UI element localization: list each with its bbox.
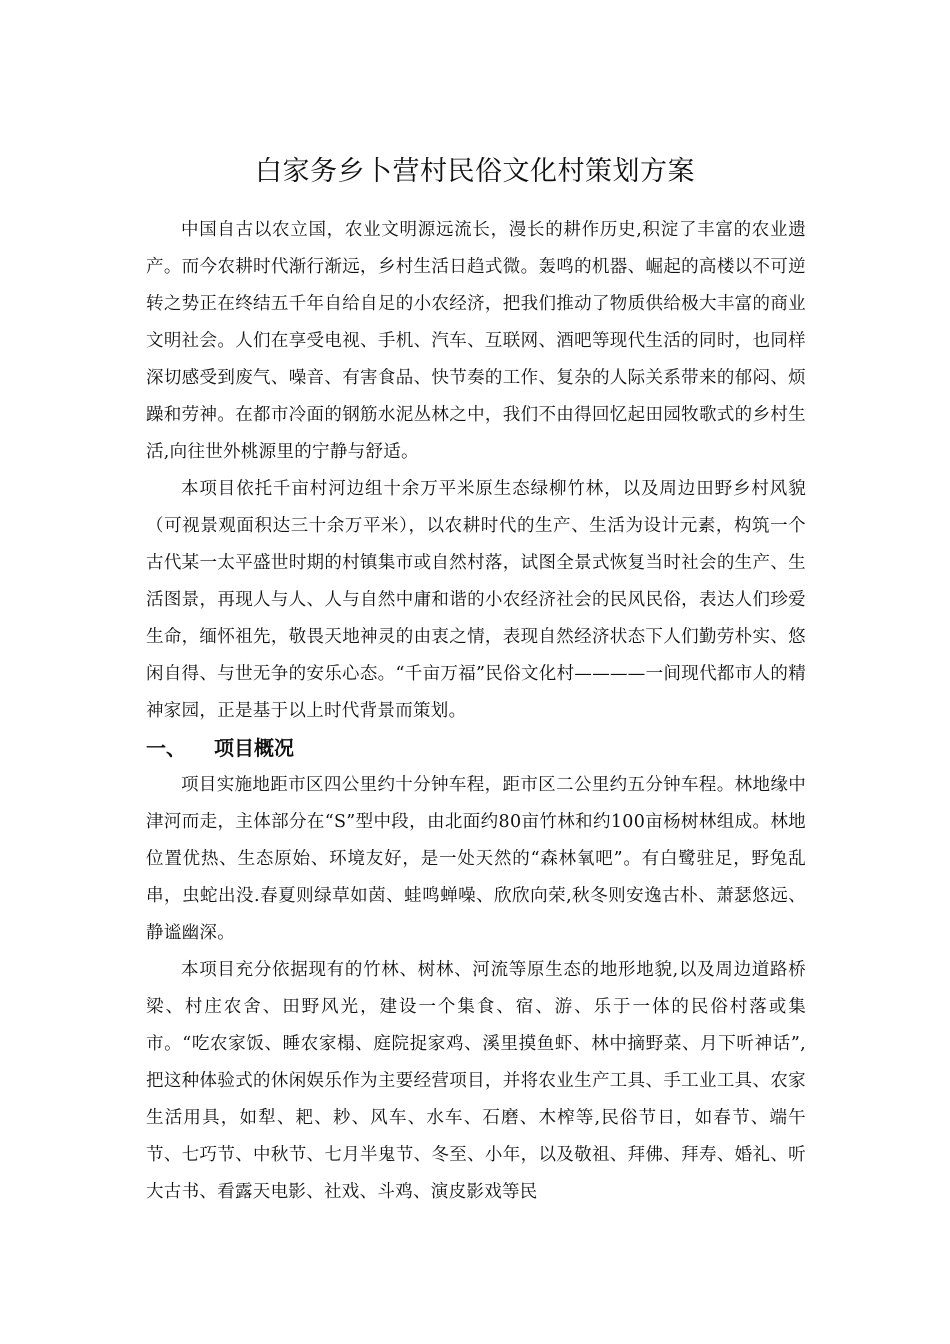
section-title: 项目概况 (214, 736, 294, 760)
section-heading (146, 730, 806, 767)
document-body (146, 212, 806, 1211)
section-number: 一、 (146, 736, 186, 760)
intro-paragraph-2: 本项目依托千亩村河边组十余万平米原生态绿柳竹林，以及周边田野乡村风貌（可视景观面积达三十余万平米），以农耕时代的生产、生活为设计元素，构筑一个古代某一太平盛世时期的村镇集市或自然村落，试图全景式恢复当时社会的生产、生活图景，再现人与人、人与自然中庸和谐的小农经济社会的民风民俗，表达人们珍爱生命，缅怀祖先，敬畏天地神灵的由衷之情，表现自然经济状态下人们勤劳朴实、悠闲自得、与世无争的安乐心态。“千亩万福”民俗文化村————一间现代都市人的精神家园，正是基于以上时代背景而策划。 (146, 479, 806, 721)
intro-paragraph-1: 中国自古以农立国，农业文明源远流长，漫长的耕作历史,积淀了丰富的农业遗产。而今农耕时代渐行渐远，乡村生活日趋式微。轰鸣的机器、崛起的高楼以不可逆转之势正在终结五千年自给自足的小农经济，把我们推动了物质供给极大丰富的商业文明社会。人们在享受电视、手机、汽车、互联网、酒吧等现代生活的同时，也同样深切感受到废气、噪音、有害食品、快节奏的工作、复杂的人际关系带来的郁闷、烦躁和劳神。在都市冷面的钢筋水泥丛林之中，我们不由得回忆起田园牧歌式的乡村生活,向往世外桃源里的宁静与舒适。 (146, 220, 806, 462)
section-paragraph-2: 本项目充分依据现有的竹林、树林、河流等原生态的地形地貌,以及周边道路桥梁、村庄农舍、田野风光，建设一个集食、宿、游、乐于一体的民俗村落或集市。“吃农家饭、睡农家榻、庭院捉家鸡、溪里摸鱼虾、林中摘野菜、月下听神话”,把这种体验式的休闲娱乐作为主要经营项目，并将农业生产工具、手工业工具、农家生活用具，如犁、耙、耖、风车、水车、石磨、木榨等,民俗节日，如春节、端午节、七巧节、中秋节、七月半鬼节、冬至、小年，以及敬祖、拜佛、拜寿、婚礼、听大古书、看露天电影、社戏、斗鸡、演皮影戏等民 (146, 960, 806, 1202)
section-paragraph-1: 项目实施地距市区四公里约十分钟车程，距市区二公里约五分钟车程。林地缘中津河而走，主体部分在“S”型中段，由北面约80亩竹林和约100亩杨树林组成。林地位置优热、生态原始、环境友好，是一处天然的“森林氧吧”。有白鹭驻足，野兔乱串，虫蛇出没.春夏则绿草如茵、蛙鸣蝉噪、欣欣向荣,秋冬则安逸古朴、萧瑟悠远、静谧幽深。 (146, 775, 806, 943)
document-title: 白家务乡卜营村民俗文化村策划方案 (255, 156, 695, 187)
